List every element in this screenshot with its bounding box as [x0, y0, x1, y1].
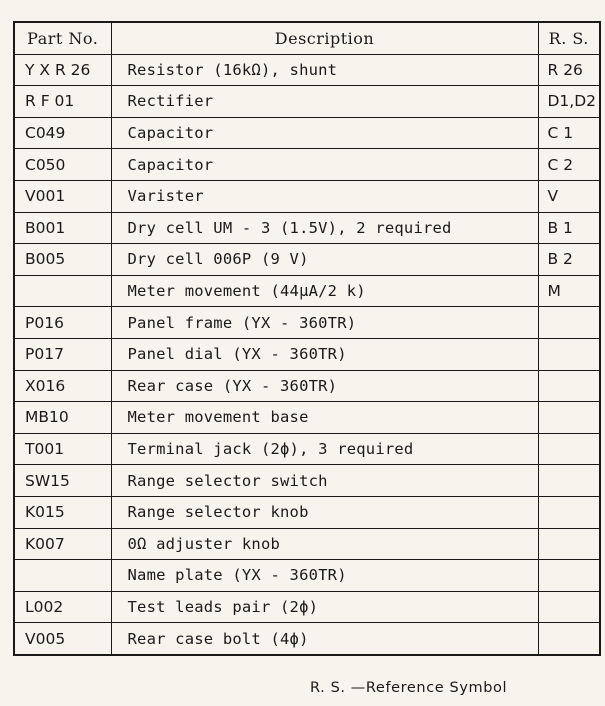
rs-cell: B 2: [538, 244, 600, 276]
description-cell: Dry cell UM - 3 (1.5V), 2 required: [111, 212, 538, 244]
rs-cell: C 1: [538, 117, 600, 149]
table-row: [14, 402, 600, 434]
description-cell: Varister: [111, 180, 538, 212]
description-cell: Terminal jack (2ϕ), 3 required: [111, 433, 538, 465]
part-no-cell: P016: [14, 307, 111, 339]
description-cell: Resistor (16kΩ), shunt: [111, 54, 538, 86]
part-no-cell: C050: [14, 149, 111, 181]
table-row: [14, 496, 600, 528]
description-cell: Capacitor: [111, 149, 538, 181]
table-row: [14, 86, 600, 118]
table-row: [14, 212, 600, 244]
part-no-cell: L002: [14, 591, 111, 623]
part-no-cell: Y X R 26: [14, 54, 111, 86]
rs-cell: [538, 307, 600, 339]
rs-cell: [538, 402, 600, 434]
part-no-cell: V005: [14, 623, 111, 655]
description-cell: Dry cell 006P (9 V): [111, 244, 538, 276]
part-no-cell: [14, 560, 111, 592]
rs-cell: [538, 623, 600, 655]
rs-cell: D1,D2: [538, 86, 600, 118]
table-row: [14, 149, 600, 181]
table-row: [14, 275, 600, 307]
description-cell: Name plate (YX - 360TR): [111, 560, 538, 592]
description-cell: Rectifier: [111, 86, 538, 118]
description-cell: Range selector knob: [111, 496, 538, 528]
table-row: [14, 307, 600, 339]
part-no-cell: K007: [14, 528, 111, 560]
part-no-cell: X016: [14, 370, 111, 402]
part-no-cell: SW15: [14, 465, 111, 497]
table-row: [14, 560, 600, 592]
description-cell: Panel dial (YX - 360TR): [111, 338, 538, 370]
rs-cell: M: [538, 275, 600, 307]
rs-cell: R 26: [538, 54, 600, 86]
table-row: [14, 338, 600, 370]
table-row: [14, 370, 600, 402]
description-cell: Capacitor: [111, 117, 538, 149]
description-cell: 0Ω adjuster knob: [111, 528, 538, 560]
rs-cell: C 2: [538, 149, 600, 181]
header-part-no: Part No.: [14, 22, 111, 54]
part-no-cell: B001: [14, 212, 111, 244]
footnote: R. S. —Reference Symbol: [310, 680, 508, 696]
part-no-cell: B005: [14, 244, 111, 276]
rs-cell: [538, 338, 600, 370]
description-cell: Rear case (YX - 360TR): [111, 370, 538, 402]
rs-cell: [538, 496, 600, 528]
rs-cell: [538, 560, 600, 592]
table-row: [14, 244, 600, 276]
description-cell: Panel frame (YX - 360TR): [111, 307, 538, 339]
table-row: [14, 117, 600, 149]
header-description: Description: [111, 22, 538, 54]
rs-cell: [538, 465, 600, 497]
part-no-cell: C049: [14, 117, 111, 149]
part-no-cell: T001: [14, 433, 111, 465]
table-row: [14, 54, 600, 86]
description-cell: Test leads pair (2ϕ): [111, 591, 538, 623]
description-cell: Rear case bolt (4ϕ): [111, 623, 538, 655]
table-row: [14, 591, 600, 623]
part-no-cell: MB10: [14, 402, 111, 434]
rs-cell: [538, 370, 600, 402]
part-no-cell: K015: [14, 496, 111, 528]
description-cell: Meter movement (44μA/2 k): [111, 275, 538, 307]
rs-cell: V: [538, 180, 600, 212]
table-row: [14, 623, 600, 655]
rs-cell: B 1: [538, 212, 600, 244]
part-no-cell: R F 01: [14, 86, 111, 118]
header-rs: R. S.: [538, 22, 600, 54]
part-no-cell: [14, 275, 111, 307]
part-no-cell: P017: [14, 338, 111, 370]
table-row: [14, 465, 600, 497]
description-cell: Range selector switch: [111, 465, 538, 497]
parts-list-table: [13, 21, 601, 656]
rs-cell: [538, 591, 600, 623]
description-cell: Meter movement base: [111, 402, 538, 434]
rs-cell: [538, 433, 600, 465]
table-row: [14, 180, 600, 212]
table-row: [14, 528, 600, 560]
part-no-cell: V001: [14, 180, 111, 212]
table-header-row: [14, 22, 600, 54]
table-row: [14, 433, 600, 465]
rs-cell: [538, 528, 600, 560]
